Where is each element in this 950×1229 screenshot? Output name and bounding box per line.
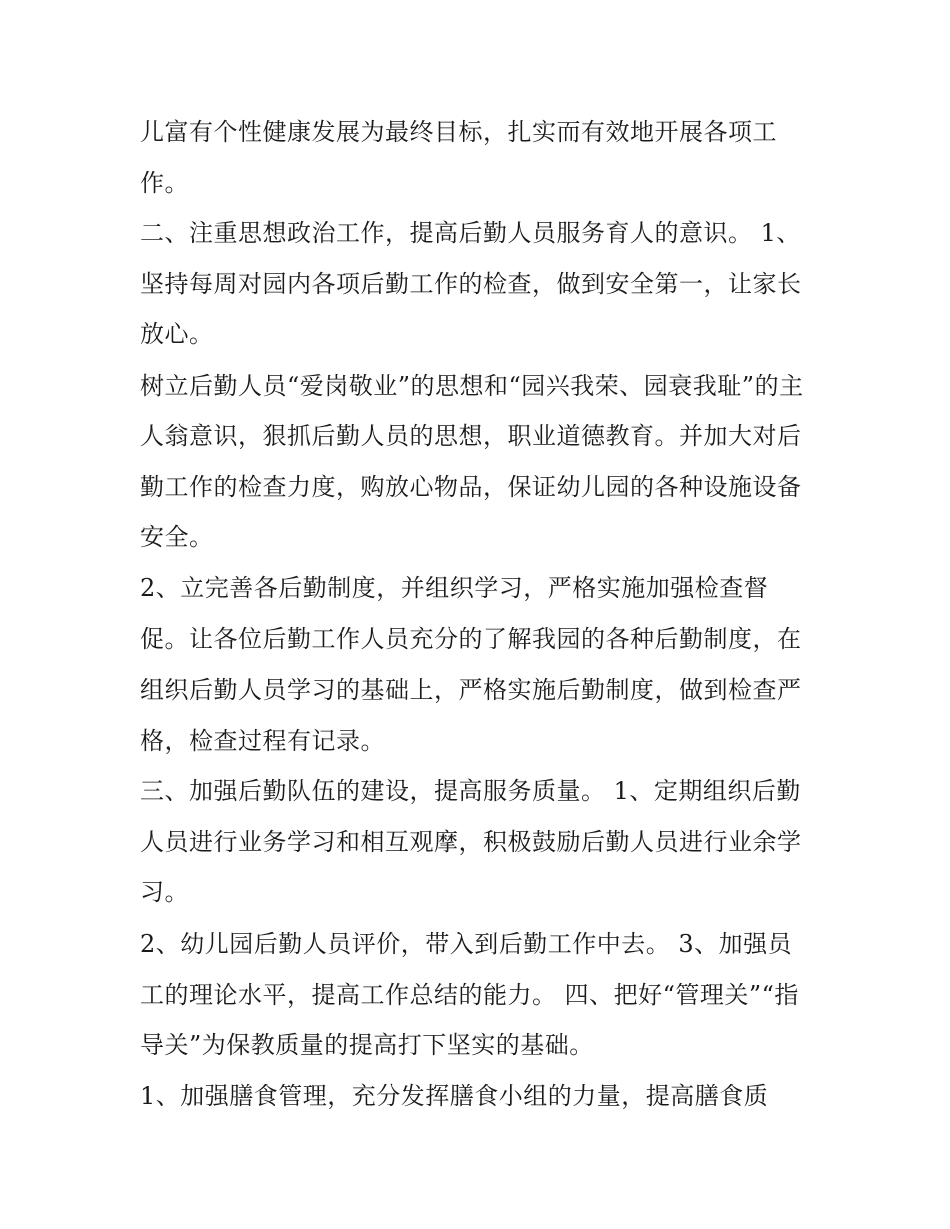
text-line-16: 习。 — [140, 878, 189, 906]
text-line-18: 工的理论水平，提高工作总结的能力。 四、把好“管理关”“指 — [140, 981, 799, 1009]
text-line-14: 三、加强后勤队伍的建设，提高服务质量。 1、定期组织后勤 — [140, 777, 801, 805]
text-line-10: 2、立完善各后勤制度，并组织学习，严格实施加强检查督 — [140, 574, 769, 602]
text-line-11: 促。让各位后勤工作人员充分的了解我园的各种后勤制度，在 — [140, 625, 802, 653]
text-line-5: 放心。 — [140, 320, 214, 348]
text-line-17: 2、幼儿园后勤人员评价，带入到后勤工作中去。 3、加强员 — [140, 930, 793, 958]
text-line-19: 导关”为保教质量的提高打下坚实的基础。 — [140, 1031, 594, 1059]
text-line-20: 1、加强膳食管理，充分发挥膳食小组的力量，提高膳食质 — [140, 1082, 769, 1110]
text-line-2: 作。 — [140, 169, 189, 197]
text-line-8: 勤工作的检查力度，购放心物品，保证幼儿园的各种设施设备 — [140, 473, 802, 501]
text-line-4: 坚持每周对园内各项后勤工作的检查，做到安全第一，让家长 — [140, 270, 802, 298]
text-line-9: 安全。 — [140, 523, 214, 551]
text-line-12: 组织后勤人员学习的基础上，严格实施后勤制度，做到检查严 — [140, 676, 802, 704]
text-line-13: 格，检查过程有记录。 — [140, 727, 385, 755]
text-line-15: 人员进行业务学习和相互观摩，积极鼓励后勤人员进行业余学 — [140, 828, 802, 856]
text-line-7: 人翁意识，狠抓后勤人员的思想，职业道德教育。并加大对后 — [140, 422, 802, 450]
text-line-1: 儿富有个性健康发展为最终目标，扎实而有效地开展各项工 — [140, 118, 777, 146]
text-line-6: 树立后勤人员“爱岗敬业”的思想和“园兴我荣、园衰我耻”的主 — [140, 372, 804, 400]
text-line-3: 二、注重思想政治工作，提高后勤人员服务育人的意识。 1、 — [140, 219, 801, 247]
